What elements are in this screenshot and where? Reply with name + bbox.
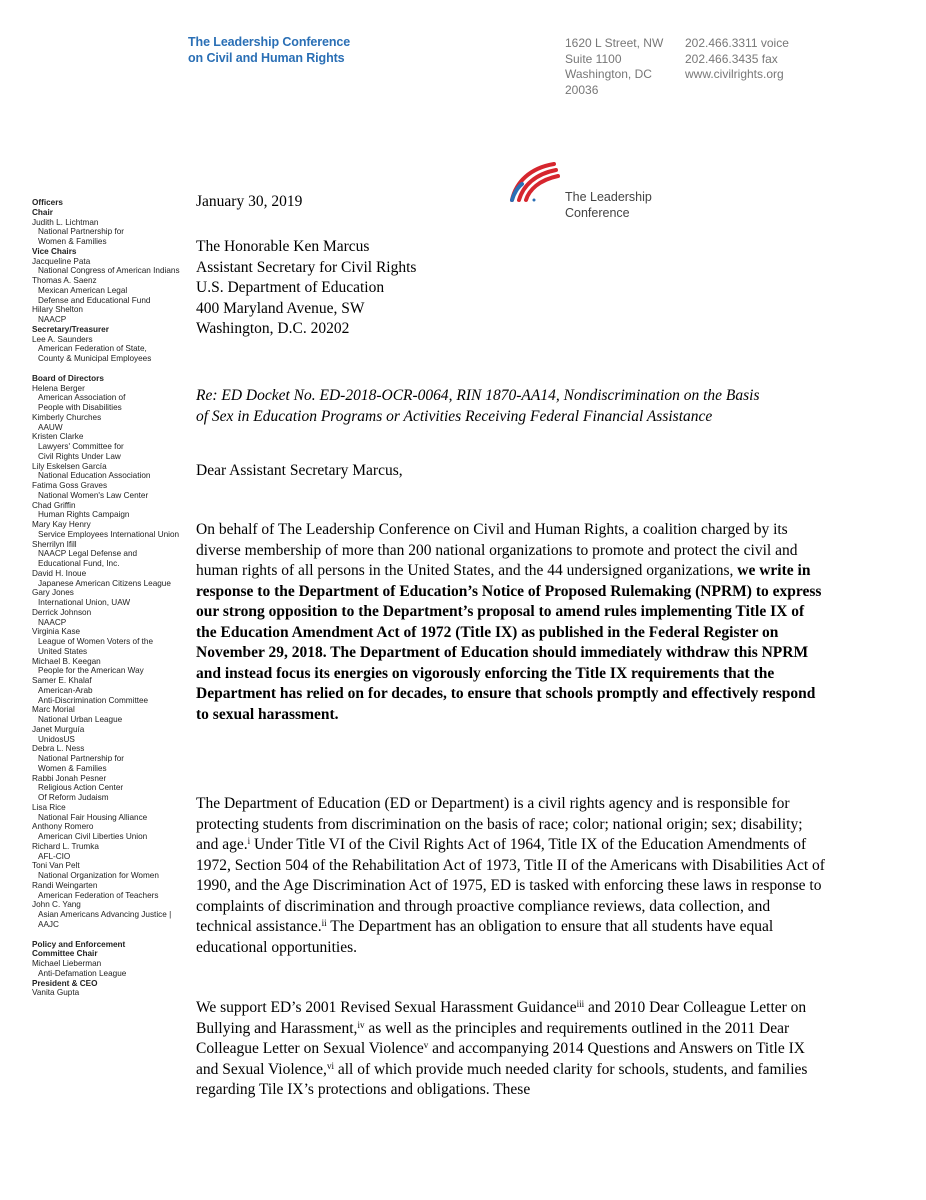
paragraph-1-bold: we write in response to the Department of Education’s Notice of Proposed Rulemaking (NPRM) to express our strong opposition to the Department’s proposal to amend rules implementing Title IX of the Education Amendment Act of 1972 (Title IX) as published in the Federal Register on November 29, 2018. The Department of Education should immediately withdraw this NPRM and instead focus its energies on vigorously enforcing the Title IX requirements that the Department has relied on for decades, to ensure that schools promptly and effectively respond to sexual harassment. [196,562,822,723]
footnote-ref: ii [321,918,327,928]
board-member-name: Kristen Clarke [32,432,84,442]
website: www.civilrights.org [685,67,784,81]
board-member-org: National Education Association [38,471,151,481]
vice-chair-org: Mexican American Legal [38,285,128,295]
letterhead-contact [685,36,789,83]
chair-name: Judith L. Lichtman [32,217,99,227]
paragraph-2-text: The Department has an obligation to ensure that all students have equal educational opportunities. [196,918,774,956]
board-member-org: People with Disabilities [38,403,122,412]
address-line: Washington, DC [565,67,652,81]
board-member-org: People for the American Way [38,666,144,676]
recipient-line: 400 Maryland Avenue, SW [196,299,365,317]
secretary-org: American Federation of State, [38,344,147,354]
board-member-org: Anti-Discrimination Committee [38,695,149,705]
board-member-org: Women & Families [38,763,107,773]
paragraph-2-text: The Department of Education (ED or Department) is a civil rights agency and is responsible for protecting students from discrimination on the basis of race; color; national origin; sex; disability; and age. [196,795,803,853]
footnote-ref: v [423,1040,429,1050]
board-member-org: American Association of [38,393,126,403]
vice-chair-name: Jacqueline Pata [32,256,91,266]
board-member-name: Marc Morial [32,705,75,715]
secretary-org: County & Municipal Employees [38,354,152,363]
paragraph-3 [196,998,826,1101]
board-member-org: Service Employees International Union [38,529,180,539]
board-member-org: American Federation of Teachers [38,890,159,900]
address-line: Suite 1100 [565,51,622,66]
board-member-org: AFL-CIO [38,851,71,861]
board-member-name: John C. Yang [32,900,81,910]
footnote-ref: iii [576,999,585,1009]
recipient-address [196,237,416,340]
board-member-name: Richard L. Trumka [32,841,99,851]
board-member-name: David H. Inoue [32,568,87,578]
address-line: 20036 [565,82,599,97]
paragraph-3-text: and 2010 Dear Colleague Letter on Bullying and Harassment, [196,999,807,1037]
board-member-org: Asian Americans Advancing Justice | [38,910,172,919]
president-heading: President & CEO [32,978,98,988]
chair-heading: Chair [32,207,53,217]
paragraph-2-text: Under Title VI of the Civil Rights Act of 1964, Title IX of the Education Amendments of 1972, Section 504 of the Rehabilitation Act of 1973, Title II of the Americans with Disabilities Act of 1990, and the Age Discrimination Act of 1975, ED is tasked with enforcing these laws in response to complaints of discrimination and through proactive compliance reviews, data collection, and technical assistance. [196,836,825,935]
board-member-org: Lawyers' Committee for [38,442,124,451]
board-heading: Board of Directors [32,373,104,383]
board-member-org: Civil Rights Under Law [38,451,121,461]
secretary-heading: Secretary/Treasurer [32,324,109,334]
board-member-name: Lily Eskelsen García [32,461,107,471]
board-member-name: Michael B. Keegan [32,656,101,666]
recipient-line: Washington, D.C. 20202 [196,320,350,337]
board-member-name: Helena Berger [32,383,85,393]
board-member-org: Of Reform Judaism [38,793,109,802]
phone-fax: 202.466.3435 fax [685,51,778,66]
board-member-org: League of Women Voters of the [38,637,154,646]
board-member-org: AAUW [38,422,63,432]
board-member-org: National Women's Law Center [38,490,149,500]
chair-org: National Partnership for [38,227,125,237]
policy-heading: Policy and Enforcement [32,939,126,949]
board-member-name: Derrick Johnson [32,607,92,617]
policy-name: Michael Lieberman [32,959,102,968]
recipient-line: U.S. Department of Education [196,279,385,296]
board-member-name: Lisa Rice [32,802,66,812]
chair-org: Women & Families [38,237,107,246]
board-member-org: Educational Fund, Inc. [38,559,120,568]
phone-voice: 202.466.3311 voice [685,36,789,50]
board-list [32,384,182,930]
board-member-name: Sherrilyn Ifill [32,539,77,549]
re-line [196,386,836,427]
board-member-org: American Civil Liberties Union [38,832,148,841]
board-member-name: Janet Murguía [32,724,85,734]
vice-chair-org: Defense and Educational Fund [38,295,151,305]
policy-heading: Committee Chair [32,949,98,959]
secretary-name: Lee A. Saunders [32,334,93,344]
board-member-name: Chad Griffin [32,500,76,510]
logo-text-line2: Conference [565,205,630,220]
salutation: Dear Assistant Secretary Marcus, [196,462,403,479]
logo-text [565,190,652,221]
president-name: Vanita Gupta [32,988,80,998]
recipient-line: The Honorable Ken Marcus [196,238,370,255]
board-member-name: Anthony Romero [32,822,94,832]
board-member-org: American-Arab [38,685,93,695]
board-member-name: Rabbi Jonah Pesner [32,773,107,783]
board-member-org: National Urban League [38,715,123,724]
letterhead-org-name [188,34,350,66]
paragraph-3-text: all of which provide much needed clarity for schools, students, and families regarding Tile IX’s protections and obligations. These [196,1060,808,1098]
paragraph-3-text: as well as the principles and requirements outlined in the 2011 Dear Colleague Letter on Sexual Violence [196,1019,790,1057]
board-sidebar [32,198,182,998]
board-member-org: AAJC [38,919,59,929]
board-member-org: National Organization for Women [38,871,159,880]
vice-chairs-heading: Vice Chairs [32,246,77,256]
paragraph-1-text: On behalf of The Leadership Conference on Civil and Human Rights, a coalition charged by its diverse membership of more than 200 national organizations to promote and protect the civil and human rights of all persons in the United States, and the 44 undersigned organizations, [196,521,798,579]
board-member-name: Fatima Goss Graves [32,481,108,490]
letter-date: January 30, 2019 [196,193,303,210]
board-member-org: NAACP Legal Defense and [38,549,138,559]
board-member-name: Kimberly Churches [32,412,102,422]
footnote-ref: vi [326,1060,334,1071]
board-member-name: Debra L. Ness [32,744,85,754]
board-member-name: Randi Weingarten [32,880,98,890]
board-member-name: Virginia Kase [32,627,81,637]
footnote-ref: i [247,836,251,846]
board-member-org: Japanese American Citizens League [38,578,171,588]
board-member-org: NAACP [38,617,67,627]
vice-chair-org: National Congress of American Indians [38,266,180,276]
address-line: 1620 L Street, NW [565,36,664,50]
footnote-ref: iv [357,1019,365,1030]
board-member-org: National Fair Housing Alliance [38,812,148,822]
paragraph-1 [196,520,826,725]
policy-org: Anti-Defamation League [38,968,127,978]
leadership-conference-logo-icon [506,160,562,206]
org-name-line2: on Civil and Human Rights [188,51,345,65]
vice-chair-name: Thomas A. Saenz [32,276,97,285]
board-member-org: United States [38,646,88,656]
board-member-org: International Union, UAW [38,598,131,607]
paragraph-3-text: and accompanying 2014 Questions and Answers on Title IX and Sexual Violence, [196,1040,805,1078]
org-name-line1: The Leadership Conference [188,35,351,49]
board-member-name: Mary Kay Henry [32,520,91,529]
vice-chair-org: NAACP [38,315,67,324]
board-member-org: Human Rights Campaign [38,510,130,520]
board-member-org: National Partnership for [38,754,125,763]
board-member-name: Toni Van Pelt [32,861,80,871]
logo-text-line1: The Leadership [565,190,652,204]
recipient-line: Assistant Secretary for Civil Rights [196,258,417,276]
board-member-name: Samer E. Khalaf [32,676,92,685]
board-member-name: Gary Jones [32,588,74,598]
re-line-1: Re: ED Docket No. ED-2018-OCR-0064, RIN 1870-AA14, Nondiscrimination on the Basis [196,387,760,404]
officers-heading: Officers [32,198,63,207]
paragraph-3-text: We support ED’s 2001 Revised Sexual Harassment Guidance [196,999,577,1016]
board-member-org: Religious Action Center [38,783,124,793]
board-member-org: UnidosUS [38,734,75,744]
paragraph-2 [196,794,826,958]
re-line-2: of Sex in Education Programs or Activities Receiving Federal Financial Assistance [196,407,713,425]
vice-chair-name: Hilary Shelton [32,305,83,315]
letterhead-address [565,36,663,98]
